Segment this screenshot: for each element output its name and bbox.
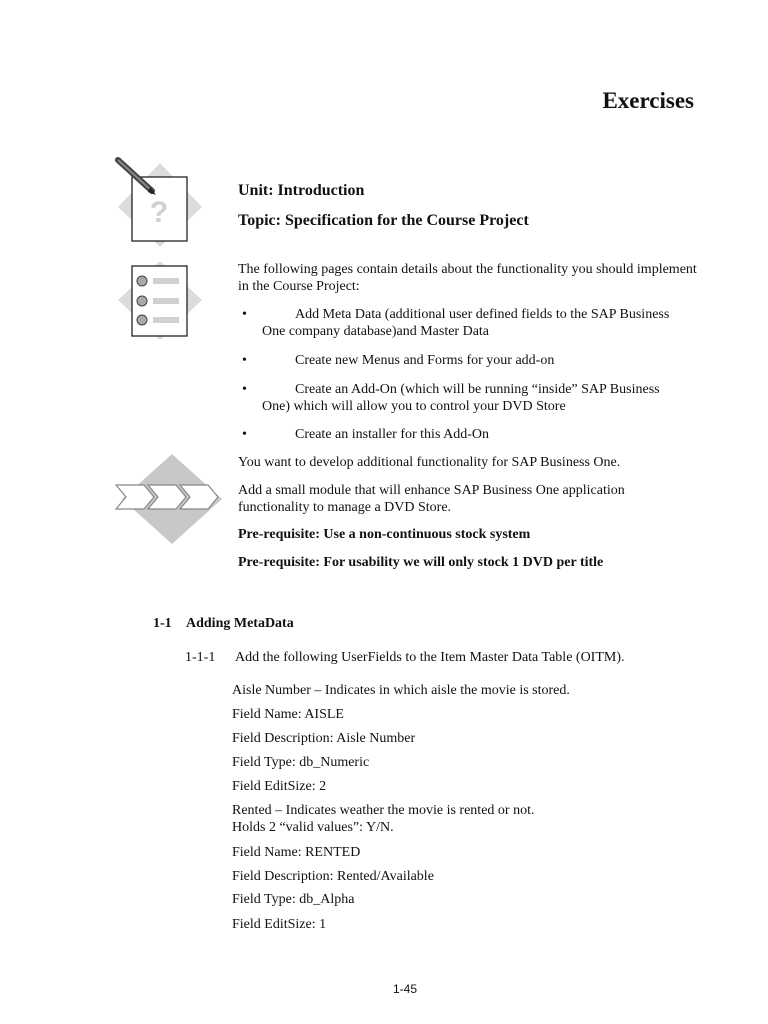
subsection-number: 1-1-1 xyxy=(185,650,216,665)
field-line: Field Description: Aisle Number xyxy=(232,731,416,746)
subsection-heading xyxy=(185,650,625,666)
section-title: Adding MetaData xyxy=(186,616,294,631)
field-line: Field EditSize: 1 xyxy=(232,917,327,932)
field-line: Aisle Number – Indicates in which aisle the movie is stored. xyxy=(232,683,570,698)
field-line: Field Name: RENTED xyxy=(232,845,361,860)
bullet-marker: • xyxy=(242,307,247,322)
bullet-marker: • xyxy=(242,353,247,368)
goal-paragraph: You want to develop additional functionality for SAP Business One. xyxy=(238,455,621,470)
goal-paragraph: Add a small module that will enhance SAP Business One application functionality to manage a DVD Store. xyxy=(238,483,625,515)
list-item-text: Create an installer for this Add-On xyxy=(295,427,490,442)
list-item xyxy=(242,426,672,443)
field-line: Field Type: db_Alpha xyxy=(232,892,355,907)
subsection-text: Add the following UserFields to the Item Master Data Table (OITM). xyxy=(235,650,625,665)
list-item-text: Create an Add-On (which will be running “inside” SAP Business One) which will allow you to control your DVD Store xyxy=(262,382,660,414)
field-line: Holds 2 “valid values”: Y/N. xyxy=(232,820,394,835)
section-number: 1-1 xyxy=(153,616,172,631)
unit-heading: Unit: Introduction xyxy=(238,182,365,199)
list-item xyxy=(242,352,672,369)
bullet-marker: • xyxy=(242,382,247,397)
field-line: Field EditSize: 2 xyxy=(232,779,327,794)
intro-paragraph: The following pages contain details about the functionality you should implement in the Course Project: xyxy=(238,262,697,294)
section-heading xyxy=(153,616,294,632)
prerequisite-line: Pre-requisite: For usability we will only stock 1 DVD per title xyxy=(238,555,604,570)
list-item xyxy=(242,306,672,340)
field-line: Rented – Indicates weather the movie is rented or not. xyxy=(232,803,535,818)
list-item xyxy=(242,381,672,415)
field-line: Field Description: Rented/Available xyxy=(232,869,434,884)
list-item-text: Add Meta Data (additional user defined fields to the SAP Business One company database)and Master Data xyxy=(262,307,670,339)
prerequisite-line: Pre-requisite: Use a non-continuous stock system xyxy=(238,527,531,542)
list-item-text: Create new Menus and Forms for your add-on xyxy=(295,353,555,368)
business-scenario-icon xyxy=(112,452,232,547)
topic-heading: Topic: Specification for the Course Project xyxy=(238,212,529,229)
page-title: Exercises xyxy=(602,88,694,113)
field-line: Field Name: AISLE xyxy=(232,707,344,722)
bullet-marker: • xyxy=(242,427,247,442)
exercise-question-icon xyxy=(112,155,207,250)
svg-text:?: ? xyxy=(149,196,169,229)
field-line: Field Type: db_Numeric xyxy=(232,755,370,770)
page-number: 1-45 xyxy=(392,982,418,996)
objectives-list-icon xyxy=(112,258,207,343)
